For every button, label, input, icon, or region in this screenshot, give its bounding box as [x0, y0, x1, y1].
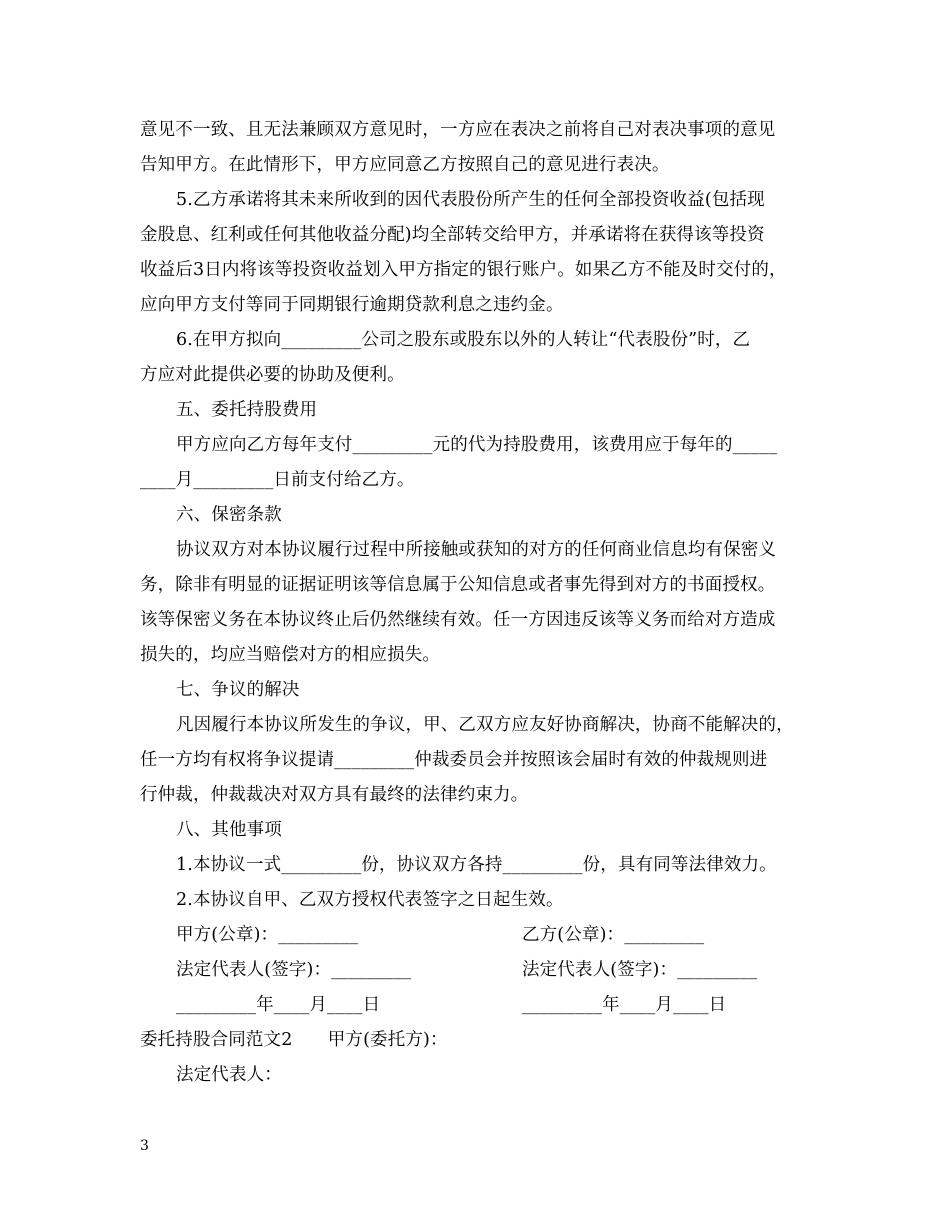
body-line: 告知甲方。在此情形下，甲方应同意乙方按照自己的意见进行表决。: [140, 155, 670, 175]
body-line: 凡因履行本协议所发生的争议，甲、乙双方应友好协商解决，协商不能解决的，: [176, 715, 794, 735]
section-heading: 八、其他事项: [176, 820, 282, 840]
next-contract-representative: 法定代表人：: [176, 1065, 282, 1085]
body-line: 金股息、红利或任何其他收益分配)均全部转交给甲方，并承诺将在获得该等投资: [140, 225, 765, 245]
party-a-date: _________年____月____日: [176, 995, 381, 1015]
body-line: 行仲裁，仲裁裁决对双方具有最终的法律约束力。: [140, 785, 529, 805]
body-line: 2.本协议自甲、乙双方授权代表签字之日起生效。: [176, 890, 564, 910]
page-number: 3: [140, 1138, 149, 1154]
body-line: 1.本协议一式_________份，协议双方各持_________份，具有同等法律效力。: [176, 855, 777, 875]
next-contract-title: 委托持股合同范文2 甲方(委托方)：: [140, 1030, 448, 1050]
body-line: 任一方均有权将争议提请_________仲裁委员会并按照该会届时有效的仲裁规则进: [140, 750, 768, 770]
body-line: ____月_________日前支付给乙方。: [140, 470, 415, 490]
party-b-representative: 法定代表人(签字)：_________: [522, 960, 758, 980]
body-line: 意见不一致、且无法兼顾双方意见时，一方应在表决之前将自己对表决事项的意见: [140, 120, 776, 140]
body-line: 方应对此提供必要的协助及便利。: [140, 365, 405, 385]
body-line: 应向甲方支付等同于同期银行逾期贷款利息之违约金。: [140, 295, 564, 315]
body-line: 损失的，均应当赔偿对方的相应损失。: [140, 645, 441, 665]
party-a-seal: 甲方(公章)：_________: [176, 925, 359, 945]
section-heading: 六、保密条款: [176, 505, 282, 525]
body-line: 5.乙方承诺将其未来所收到的因代表股份所产生的任何全部投资收益(包括现: [176, 190, 765, 210]
party-a-representative: 法定代表人(签字)：_________: [176, 960, 412, 980]
section-heading: 五、委托持股费用: [176, 400, 318, 420]
body-line: 务，除非有明显的证据证明该等信息属于公知信息或者事先得到对方的书面授权。: [140, 575, 776, 595]
body-line: 该等保密义务在本协议终止后仍然继续有效。任一方因违反该等义务而给对方造成: [140, 610, 776, 630]
body-line: 收益后3日内将该等投资收益划入甲方指定的银行账户。如果乙方不能及时交付的，: [140, 260, 787, 280]
party-b-date: _________年____月____日: [522, 995, 727, 1015]
body-line: 甲方应向乙方每年支付_________元的代为持股费用，该费用应于每年的_____: [176, 435, 778, 455]
party-b-seal: 乙方(公章)：_________: [522, 925, 705, 945]
section-heading: 七、争议的解决: [176, 680, 300, 700]
body-line: 协议双方对本协议履行过程中所接触或获知的对方的任何商业信息均有保密义: [176, 540, 777, 560]
body-line: 6.在甲方拟向_________公司之股东或股东以外的人转让“代表股份”时，乙: [176, 330, 751, 350]
